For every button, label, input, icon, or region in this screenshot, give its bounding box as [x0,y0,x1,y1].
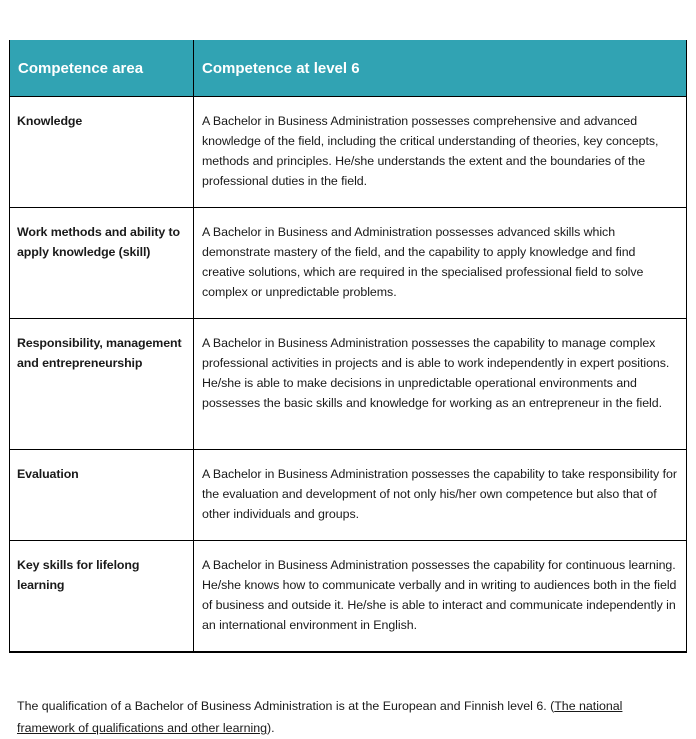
competence-area-cell: Knowledge [10,97,194,208]
table-row [10,319,687,450]
column-header-competence-area: Competence area [10,40,194,97]
competence-area-cell: Work methods and ability to apply knowledge (skill) [10,208,194,319]
qualification-note-closing: ). [267,721,275,736]
competence-description-cell: A Bachelor in Business Administration possesses the capability to manage complex professional activities in projects and is able to work independently in expert positions. He/she is able to make decisions in unpredictable operational environments and possesses the basic skills and knowledge for working as an entrepreneur in the field. [194,319,687,450]
table-row [10,97,687,208]
competence-area-cell: Evaluation [10,450,194,541]
competence-description-cell: A Bachelor in Business Administration possesses comprehensive and advanced knowledge of the field, including the critical understanding of theories, key concepts, methods and principles. He/she understands the extent and the boundaries of the professional duties in the field. [194,97,687,208]
competence-description-cell: A Bachelor in Business Administration possesses the capability to take responsibility for the evaluation and development of not only his/her own competence but also that of other individuals and groups. [194,450,687,541]
competence-table [9,40,687,653]
table-row [10,450,687,541]
competence-description-cell: A Bachelor in Business Administration possesses the capability for continuous learning. He/she knows how to communicate verbally and in writing to audiences both in the field of business and outside it. He/she is able to interact and communicate independently in an international environment in English. [194,541,687,653]
table-row [10,208,687,319]
competence-description-cell: A Bachelor in Business and Administration possesses advanced skills which demonstrate mastery of the field, and the capability to apply knowledge and find creative solutions, which are required in the specialised professional field to solve complex or unpredictable problems. [194,208,687,319]
competence-area-cell: Key skills for lifelong learning [10,541,194,653]
table-header-row [10,40,687,97]
qualification-note [17,695,677,739]
competence-area-cell: Responsibility, management and entrepreneurship [10,319,194,450]
table-row [10,541,687,653]
national-framework-link[interactable]: The national framework of qualifications and other learning [17,699,623,736]
qualification-note-text: The qualification of a Bachelor of Business Administration is at the European and Finnish level 6. ( [17,699,555,714]
column-header-competence-level: Competence at level 6 [194,40,687,97]
